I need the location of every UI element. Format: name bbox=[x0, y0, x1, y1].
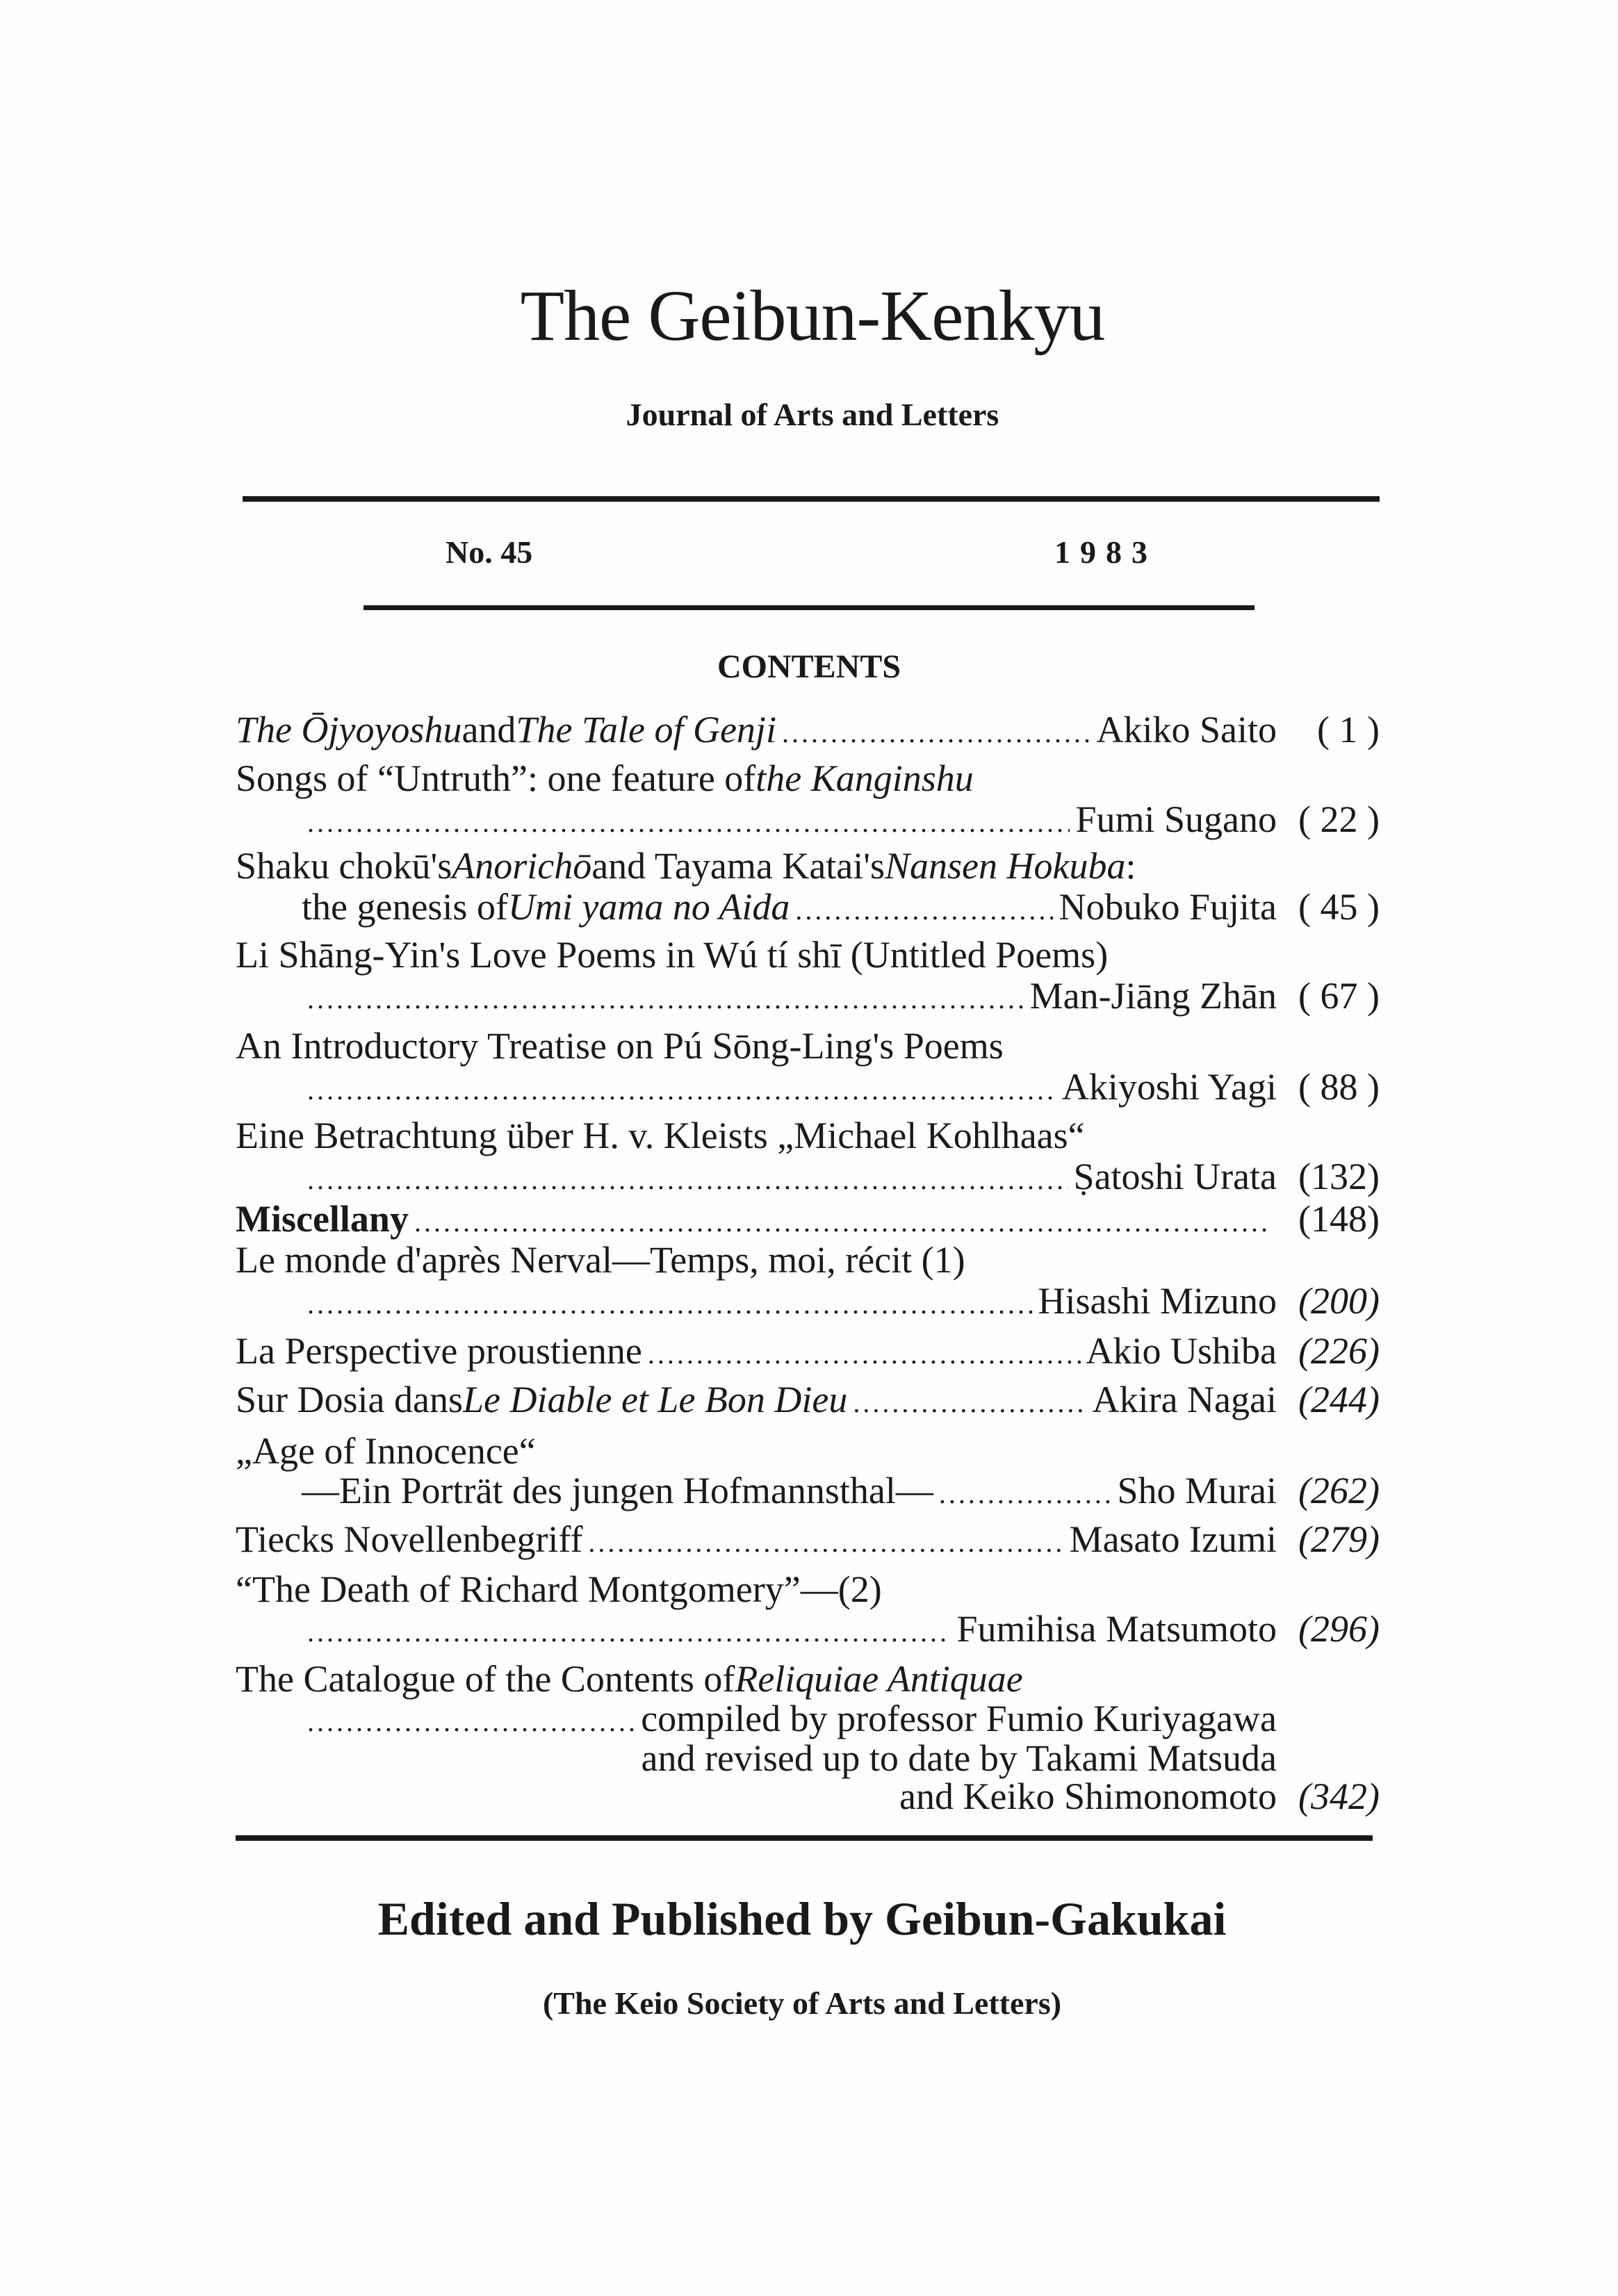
dot-leader bbox=[588, 1526, 1063, 1559]
article-title-segment: Shaku chokū's bbox=[236, 845, 452, 887]
article-title-segment: and bbox=[461, 709, 516, 751]
article-author: Nobuko Fujita bbox=[1059, 886, 1277, 928]
article-title-segment: Sur Dosia dans bbox=[236, 1379, 463, 1420]
page-number: ( 88 ) bbox=[1298, 1066, 1380, 1108]
article-author: Fumihisa Matsumoto bbox=[956, 1608, 1277, 1650]
journal-title: The Geibun-Kenkyu bbox=[520, 276, 1105, 356]
article-title-segment: Songs of “Untruth”: one feature of bbox=[236, 757, 756, 799]
toc-line bbox=[236, 1518, 1380, 1562]
page-number: ( 22 ) bbox=[1298, 798, 1380, 840]
page-number: (262) bbox=[1298, 1470, 1380, 1511]
toc-line bbox=[236, 1607, 1380, 1652]
toc-line bbox=[236, 1697, 1380, 1741]
article-title-segment: The Ōjyoyoshu bbox=[236, 709, 462, 751]
article-title-segment: An Introductory Treatise on Pú Sōng-Ling's Poems bbox=[236, 1025, 1004, 1067]
toc-line bbox=[236, 1155, 1380, 1199]
toc-line bbox=[236, 1279, 1380, 1324]
article-title-segment: the genesis of bbox=[302, 886, 508, 928]
toc-line bbox=[236, 974, 1380, 1019]
article-author: and Keiko Shimonomoto bbox=[899, 1776, 1277, 1817]
toc-line bbox=[236, 1429, 1380, 1474]
article-author: Sho Murai bbox=[1117, 1470, 1277, 1511]
dot-leader bbox=[939, 1477, 1112, 1510]
article-title-segment: Anorichō bbox=[452, 845, 592, 887]
toc-line bbox=[236, 1329, 1380, 1374]
article-title-segment: Le Diable et Le Bon Dieu bbox=[462, 1379, 848, 1420]
toc-line bbox=[236, 1024, 1380, 1069]
article-title-segment: The Catalogue of the Contents of bbox=[236, 1658, 735, 1700]
article-title-segment: Li Shāng-Yin's Love Poems in Wú tí shī (Untitled Poems) bbox=[236, 934, 1109, 976]
dot-leader bbox=[307, 1163, 1068, 1196]
page-number: (200) bbox=[1298, 1280, 1380, 1322]
article-title-segment: „Age of Innocence“ bbox=[236, 1430, 536, 1472]
page-number: ( 67 ) bbox=[1298, 975, 1380, 1017]
article-title-segment: : bbox=[1125, 845, 1136, 887]
toc-line bbox=[236, 885, 1380, 930]
article-title-segment: Le monde d'après Nerval—Temps, moi, récit (1) bbox=[236, 1239, 965, 1281]
page-number: ( 45 ) bbox=[1298, 886, 1380, 928]
article-title-segment: Reliquiae Antiquae bbox=[735, 1658, 1023, 1700]
toc-line bbox=[236, 1238, 1380, 1283]
toc-line bbox=[236, 798, 1380, 842]
article-title-segment: —Ein Porträt des jungen Hofmannsthal— bbox=[302, 1470, 933, 1511]
issue-rule bbox=[363, 605, 1255, 610]
page-number: (342) bbox=[1298, 1776, 1380, 1817]
article-title-segment: Tiecks Novellenbegriff bbox=[236, 1518, 583, 1560]
dot-leader bbox=[307, 806, 1070, 839]
article-title-segment: La Perspective proustienne bbox=[236, 1330, 642, 1372]
article-author: and revised up to date by Takami Matsuda bbox=[641, 1737, 1277, 1779]
article-title-segment: the Kanginshu bbox=[755, 757, 974, 799]
article-author: Man-Jiāng Zhān bbox=[1029, 975, 1277, 1017]
dot-leader bbox=[307, 1288, 1033, 1320]
article-title-segment: Nansen Hokuba bbox=[885, 845, 1126, 887]
toc-line bbox=[236, 1065, 1380, 1110]
page-number: (279) bbox=[1298, 1518, 1380, 1560]
toc-line bbox=[236, 1114, 1380, 1158]
toc-line bbox=[236, 1775, 1380, 1819]
article-author: Ṣatoshi Urata bbox=[1073, 1156, 1277, 1197]
dot-leader bbox=[648, 1338, 1081, 1370]
contents-heading: CONTENTS bbox=[717, 648, 901, 685]
toc-line bbox=[236, 933, 1380, 978]
article-author: Akira Nagai bbox=[1092, 1379, 1277, 1420]
toc-line bbox=[236, 1197, 1380, 1242]
toc-line bbox=[236, 1469, 1380, 1514]
dot-leader bbox=[307, 1074, 1056, 1106]
society-line: (The Keio Society of Arts and Letters) bbox=[542, 1985, 1062, 2021]
article-author: Akiyoshi Yagi bbox=[1061, 1066, 1277, 1108]
page-number: (148) bbox=[1298, 1198, 1380, 1240]
page-number: (244) bbox=[1298, 1379, 1380, 1420]
page-number: (296) bbox=[1298, 1608, 1380, 1650]
article-author: Akiko Saito bbox=[1096, 709, 1277, 751]
toc-line bbox=[236, 844, 1380, 889]
toc-line bbox=[236, 1657, 1380, 1702]
page-number: (226) bbox=[1298, 1330, 1380, 1372]
article-title-segment: and Tayama Katai's bbox=[591, 845, 885, 887]
section-heading: Miscellany bbox=[236, 1198, 409, 1240]
issue-number: No. 45 bbox=[446, 534, 533, 570]
article-title-segment: Umi yama no Aida bbox=[507, 886, 790, 928]
article-author: Hisashi Mizuno bbox=[1038, 1280, 1277, 1322]
article-author: Masato Izumi bbox=[1069, 1518, 1277, 1560]
dot-leader bbox=[853, 1386, 1086, 1419]
toc-line bbox=[236, 757, 1380, 801]
top-rule bbox=[243, 496, 1380, 502]
article-title-segment: Eine Betrachtung über H. v. Kleists „Michael Kohlhaas“ bbox=[236, 1115, 1085, 1156]
article-author: compiled by professor Fumio Kuriyagawa bbox=[641, 1698, 1277, 1739]
publisher-line: Edited and Published by Geibun-Gakukai bbox=[377, 1892, 1227, 1945]
dot-leader bbox=[782, 716, 1091, 749]
article-title-segment: “The Death of Richard Montgomery”—(2) bbox=[236, 1568, 882, 1610]
dot-leader bbox=[307, 1616, 951, 1648]
dot-leader bbox=[307, 983, 1024, 1015]
toc-line bbox=[236, 1378, 1380, 1422]
article-title-segment: The Tale of Genji bbox=[516, 709, 776, 751]
article-author: Fumi Sugano bbox=[1075, 798, 1277, 840]
dot-leader bbox=[414, 1206, 1271, 1238]
issue-year: 1983 bbox=[1054, 534, 1157, 570]
page-number: ( 1 ) bbox=[1317, 709, 1380, 751]
toc-line bbox=[236, 708, 1380, 753]
dot-leader bbox=[307, 1705, 635, 1738]
article-author: Akio Ushiba bbox=[1086, 1330, 1277, 1372]
page-number: (132) bbox=[1298, 1156, 1380, 1197]
toc-line bbox=[236, 1568, 1380, 1612]
journal-subtitle: Journal of Arts and Letters bbox=[626, 397, 999, 432]
dot-leader bbox=[795, 894, 1053, 926]
bottom-rule bbox=[236, 1835, 1373, 1841]
